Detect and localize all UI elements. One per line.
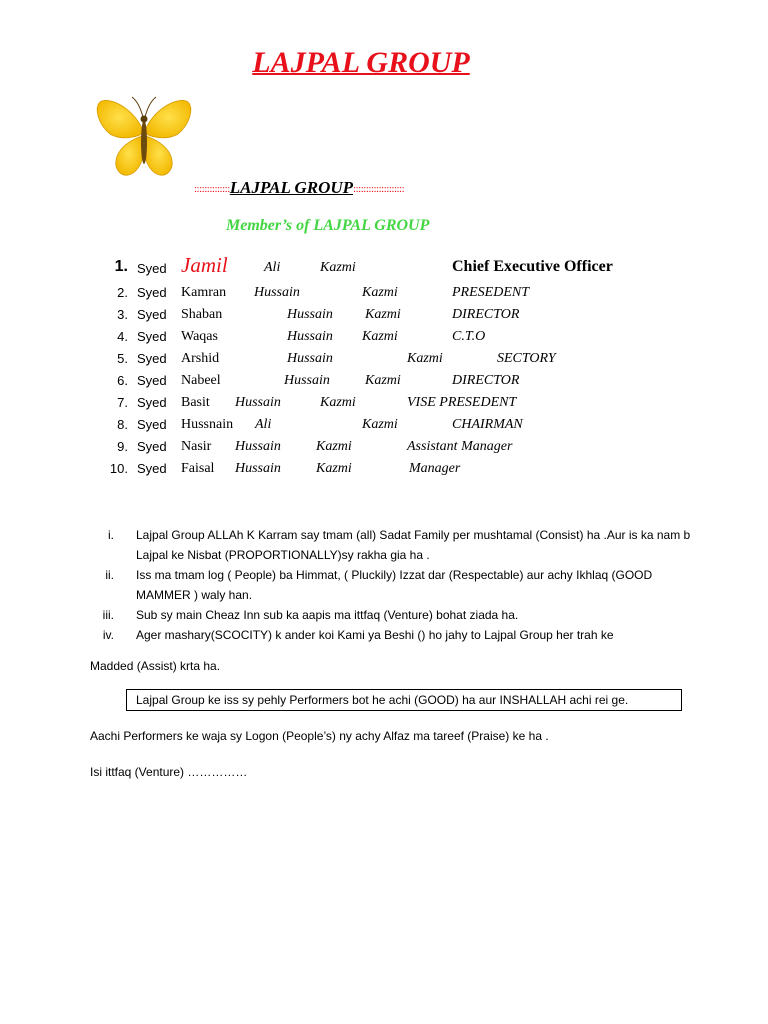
member-number: 5. <box>117 351 128 366</box>
member-last-name: Kazmi <box>407 351 443 366</box>
subtitle-right-dots: :::::::::::::::::::: <box>353 183 405 195</box>
member-middle-name: Hussain <box>287 351 333 366</box>
member-first-name: Basit <box>181 395 210 410</box>
member-first-name: Arshid <box>181 351 220 366</box>
member-number: 6. <box>117 373 128 388</box>
member-number: 7. <box>117 395 128 410</box>
member-last-name: Kazmi <box>362 417 398 432</box>
member-prefix: Syed <box>137 373 167 388</box>
member-last-name: Kazmi <box>365 307 401 322</box>
member-middle-name: Hussain <box>235 439 281 454</box>
member-first-name: Shaban <box>181 307 223 322</box>
member-number: 9. <box>117 439 128 454</box>
member-prefix: Syed <box>137 307 167 322</box>
member-middle-name: Hussain <box>254 285 300 300</box>
member-number: 8. <box>117 417 128 432</box>
member-first-name: Nasir <box>181 439 212 454</box>
member-middle-name: Hussain <box>235 395 281 410</box>
member-row-7 <box>0 395 768 417</box>
member-title: Assistant Manager <box>407 439 513 454</box>
member-middle-name: Hussain <box>287 307 333 322</box>
member-last-name: Kazmi <box>320 260 356 275</box>
member-row-10 <box>0 461 768 483</box>
point-text: Sub sy main Cheaz Inn sub ka aapis ma ittfaq (Venture) bohat ziada ha. <box>136 608 519 622</box>
member-middle-name: Ali <box>264 260 281 275</box>
member-prefix: Syed <box>137 329 167 344</box>
member-title: DIRECTOR <box>452 373 520 388</box>
member-prefix: Syed <box>137 417 167 432</box>
subtitle-text: LAJPAL GROUP <box>229 178 354 197</box>
member-last-name: Kazmi <box>316 439 352 454</box>
member-title: CHAIRMAN <box>452 417 523 432</box>
member-first-name: Kamran <box>181 285 227 300</box>
boxed-note: Lajpal Group ke iss sy pehly Performers bot he achi (GOOD) ha aur INSHALLAH achi rei ge. <box>126 689 682 711</box>
member-prefix: Syed <box>137 285 167 300</box>
member-prefix: Syed <box>137 395 167 410</box>
member-title: SECTORY <box>497 351 556 366</box>
subtitle <box>194 178 404 198</box>
member-prefix: Syed <box>137 439 167 454</box>
butterfly-icon <box>92 94 196 184</box>
member-title: C.T.O <box>452 329 486 344</box>
member-title: Chief Executive Officer <box>452 258 613 275</box>
continuation-line: Madded (Assist) krta ha. <box>90 659 221 673</box>
point-number: i. <box>108 528 114 542</box>
member-prefix: Syed <box>137 261 167 276</box>
point-number: ii. <box>105 568 114 582</box>
member-title: PRESEDENT <box>452 285 529 300</box>
subtitle-left-dots: :::::::::::::: <box>194 183 230 195</box>
member-row-8 <box>0 417 768 439</box>
document-title: LAJPAL GROUP <box>252 46 470 79</box>
member-number: 3. <box>117 307 128 322</box>
member-last-name: Kazmi <box>320 395 356 410</box>
member-number: 4. <box>117 329 128 344</box>
member-prefix: Syed <box>137 351 167 366</box>
point-number: iii. <box>102 608 114 622</box>
member-number: 10. <box>109 461 128 476</box>
member-last-name: Kazmi <box>362 329 398 344</box>
member-first-name: Waqas <box>181 329 218 344</box>
member-title: Manager <box>409 461 461 476</box>
point-number: iv. <box>102 628 114 642</box>
member-row-9 <box>0 439 768 461</box>
point-text: Iss ma tmam log ( People) ba Himmat, ( Pluckily) Izzat dar (Respectable) aur achy Ikhlaq (GOOD MAMMER ) waly han. <box>136 568 653 602</box>
member-row-6 <box>0 373 768 395</box>
member-row-1 <box>0 253 768 288</box>
member-title: DIRECTOR <box>452 307 520 322</box>
member-middle-name: Hussain <box>287 329 333 344</box>
member-row-4 <box>0 329 768 351</box>
member-row-3 <box>0 307 768 329</box>
member-title: VISE PRESEDENT <box>407 395 517 410</box>
member-middle-name: Hussain <box>284 373 330 388</box>
point-text: Ager mashary(SCOCITY) k ander koi Kami ya Beshi () ho jahy to Lajpal Group her trah ke <box>136 628 614 642</box>
member-last-name: Kazmi <box>316 461 352 476</box>
member-row-5 <box>0 351 768 373</box>
member-number: 2. <box>117 285 128 300</box>
member-prefix: Syed <box>137 461 167 476</box>
point-text: Lajpal Group ALLAh K Karram say tmam (all) Sadat Family per mushtamal (Consist) ha .Aur is ka nam b Lajpal ke Nisbat (PROPORTIONALLY)sy rakha gia ha . <box>136 528 691 562</box>
member-first-name: Hussnain <box>181 417 234 432</box>
praise-line: Aachi Performers ke waja sy Logon (People’s) ny achy Alfaz ma tareef (Praise) ke ha . <box>90 729 549 743</box>
venture-line: Isi ittfaq (Venture) …………… <box>90 765 248 779</box>
member-middle-name: Hussain <box>235 461 281 476</box>
members-heading: Member’s of LAJPAL GROUP <box>226 217 430 234</box>
member-last-name: Kazmi <box>362 285 398 300</box>
member-last-name: Kazmi <box>365 373 401 388</box>
member-first-name: Nabeel <box>181 373 221 388</box>
member-first-name: Faisal <box>181 461 215 476</box>
member-middle-name: Ali <box>255 417 272 432</box>
member-row-2 <box>0 285 768 307</box>
member-number: 1. <box>114 258 128 275</box>
member-first-name: Jamil <box>181 253 228 277</box>
